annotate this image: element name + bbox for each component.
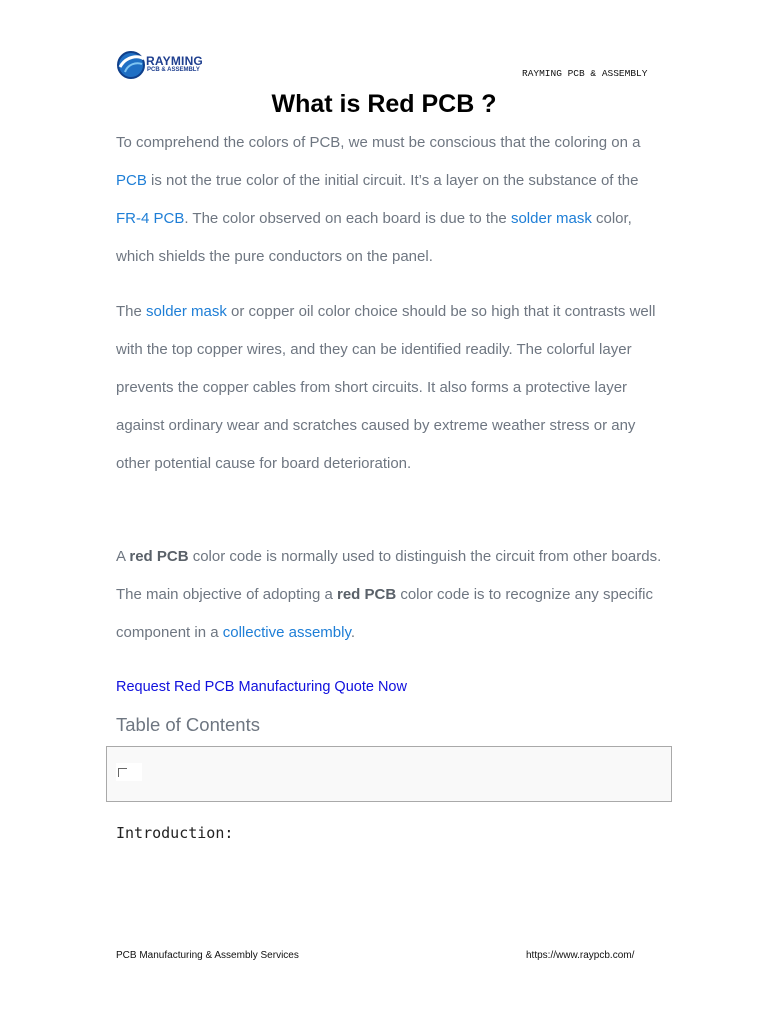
header-company-name: RAYMING PCB & ASSEMBLY <box>522 68 648 79</box>
logo-brand-text: RAYMING <box>146 54 203 68</box>
request-quote-link[interactable]: Request Red PCB Manufacturing Quote Now <box>116 679 407 695</box>
paragraph-3-text: A <box>116 548 130 565</box>
paragraph-3 <box>116 538 664 652</box>
toc-heading: Table of Contents <box>116 714 260 735</box>
paragraph-3-text: color code is normally used to distinguish the circuit from other boards. The main objective of adopting a <box>116 548 662 603</box>
collective-assembly-link[interactable]: collective assembly <box>222 624 351 641</box>
red-pcb-bold-text: red PCB <box>129 548 189 565</box>
paragraph-2-text: or copper oil color choice should be so high that it contrasts well with the top copper wires, and they can be identified readily. The colorful layer prevents the copper cables from short circuits. It also forms a protective layer against ordinary wear and scratches caused by extreme weather stress or any other potential cause for board deterioration. <box>116 303 656 472</box>
company-logo <box>116 50 226 82</box>
paragraph-2 <box>116 293 664 483</box>
paragraph-1 <box>116 124 664 276</box>
paragraph-2-text: The <box>116 303 147 320</box>
paragraph-1-text: To comprehend the colors of PCB, we must be conscious that the coloring on a <box>116 134 641 151</box>
toc-container <box>106 746 672 802</box>
paragraph-3-text: . <box>350 624 356 641</box>
toc-toggle-button[interactable] <box>116 763 142 781</box>
pcb-link[interactable]: PCB <box>116 172 147 189</box>
introduction-heading: Introduction: <box>116 824 234 842</box>
toc-toggle-icon <box>118 768 127 777</box>
rayming-logo-icon <box>116 50 146 80</box>
paragraph-1-text: color, which shields the pure conductors on the panel. <box>116 210 632 265</box>
solder-mask-link[interactable]: solder mask <box>510 210 592 227</box>
page-title: What is Red PCB ? <box>271 90 497 118</box>
footer-services-text: PCB Manufacturing & Assembly Services <box>116 950 299 961</box>
fr4-pcb-link[interactable]: FR-4 PCB <box>116 210 185 227</box>
paragraph-1-text: is not the true color of the initial circuit. It’s a layer on the substance of the <box>146 172 639 189</box>
solder-mask-link[interactable]: solder mask <box>146 303 227 320</box>
paragraph-1-text: . The color observed on each board is due to the <box>184 210 511 227</box>
footer-url[interactable]: https://www.raypcb.com/ <box>526 950 635 961</box>
red-pcb-bold-text: red PCB <box>336 586 397 603</box>
logo-subtext: PCB & ASSEMBLY <box>147 67 200 73</box>
paragraph-3-text: color code is to recognize any specific component in a <box>116 586 653 641</box>
